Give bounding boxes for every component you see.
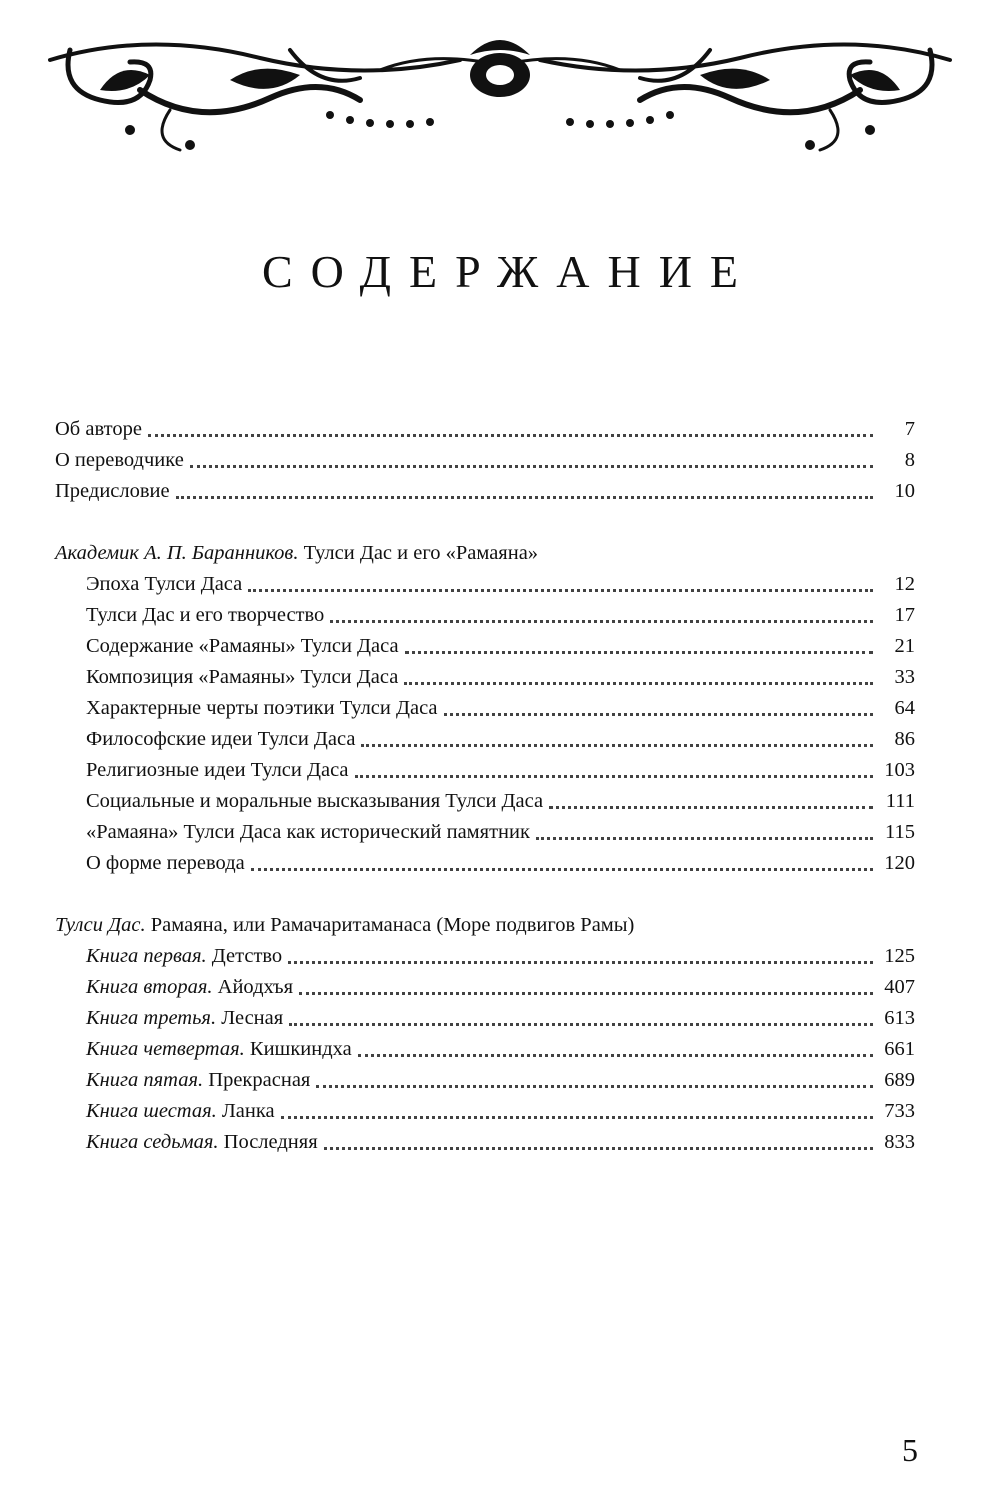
leader-dots xyxy=(251,867,873,871)
leader-dots xyxy=(324,1146,873,1150)
toc-entry-label: Последняя xyxy=(223,1131,318,1153)
toc-entry[interactable] xyxy=(86,786,915,817)
leader-dots xyxy=(288,960,873,964)
toc-entry[interactable] xyxy=(86,569,915,600)
leader-dots xyxy=(358,1053,873,1057)
toc-entry-page: 21 xyxy=(894,635,915,657)
toc-entry-page: 120 xyxy=(884,852,915,874)
toc-entry-page: 111 xyxy=(885,790,915,812)
leader-dots xyxy=(289,1022,873,1026)
toc-entry-label: Кишкиндха xyxy=(249,1038,352,1060)
toc-entry[interactable] xyxy=(86,755,915,786)
toc-entry-label: Айодхъя xyxy=(217,976,294,998)
section-heading xyxy=(55,910,915,941)
leader-dots xyxy=(405,650,873,654)
toc-entry[interactable] xyxy=(86,631,915,662)
toc-entry[interactable] xyxy=(86,1065,915,1096)
leader-dots xyxy=(281,1115,873,1119)
page-number: 5 xyxy=(902,1432,918,1468)
leader-dots xyxy=(299,991,873,995)
page-title: СОДЕРЖАНИЕ xyxy=(261,246,757,297)
toc-entry[interactable] xyxy=(55,414,915,445)
section-author: Академик А. П. Баранников. xyxy=(55,542,299,564)
leader-dots xyxy=(148,433,873,437)
leader-dots xyxy=(316,1084,873,1088)
toc-entry[interactable] xyxy=(86,724,915,755)
toc-entry[interactable] xyxy=(86,1034,915,1065)
toc-entry-page: 115 xyxy=(885,821,915,843)
toc-entry-label: Философские идеи Тулси Даса xyxy=(86,728,356,750)
toc-entry-page: 733 xyxy=(884,1100,915,1122)
toc-entry[interactable] xyxy=(86,1096,915,1127)
leader-dots xyxy=(355,774,873,778)
toc-entry-page: 833 xyxy=(884,1131,915,1153)
toc-entry-label: Религиозные идеи Тулси Даса xyxy=(86,759,349,781)
toc-entry-label: Об авторе xyxy=(55,418,142,440)
toc-entry-label: Эпоха Тулси Даса xyxy=(86,573,243,595)
toc-entry[interactable] xyxy=(86,693,915,724)
toc-entry-page: 33 xyxy=(894,666,915,688)
toc-entry-page: 64 xyxy=(894,697,915,719)
toc-entry[interactable] xyxy=(86,817,915,848)
toc-entry-label: Композиция «Рамаяны» Тулси Даса xyxy=(86,666,399,688)
toc-entry-page: 407 xyxy=(884,976,915,998)
toc-entry-page: 689 xyxy=(884,1069,915,1091)
leader-dots xyxy=(176,495,873,499)
toc-entry[interactable] xyxy=(55,476,915,507)
toc-entry[interactable] xyxy=(86,662,915,693)
toc-entry[interactable] xyxy=(55,445,915,476)
toc-entry-page: 12 xyxy=(894,573,915,595)
toc-entry-label: Ланка xyxy=(221,1100,275,1122)
toc-entry-label: Лесная xyxy=(221,1007,284,1029)
book-number: Книга вторая. xyxy=(86,976,213,998)
toc-entry-page: 103 xyxy=(884,759,915,781)
book-number: Книга третья. xyxy=(86,1007,217,1029)
toc-entry-label: Предисловие xyxy=(55,480,170,502)
ornament-header xyxy=(30,20,970,160)
section-work: Тулси Дас и его «Рамаяна» xyxy=(303,542,539,564)
toc-entry-label: О переводчике xyxy=(55,449,184,471)
toc-entry-page: 661 xyxy=(884,1038,915,1060)
toc-entry-label: Прекрасная xyxy=(208,1069,311,1091)
leader-dots xyxy=(444,712,873,716)
book-number: Книга седьмая. xyxy=(86,1131,219,1153)
toc-entry-label: О форме перевода xyxy=(86,852,245,874)
leader-dots xyxy=(190,464,873,468)
toc-entry[interactable] xyxy=(86,1127,915,1158)
toc-entry-page: 613 xyxy=(884,1007,915,1029)
toc-entry[interactable] xyxy=(86,941,915,972)
toc-entry-label: Тулси Дас и его творчество xyxy=(86,604,325,626)
toc-entry-label: Характерные черты поэтики Тулси Даса xyxy=(86,697,438,719)
book-number: Книга пятая. xyxy=(86,1069,204,1091)
leader-dots xyxy=(330,619,873,623)
toc-entry[interactable] xyxy=(86,600,915,631)
toc-entry-page: 10 xyxy=(894,480,915,502)
toc-entry-label: Социальные и моральные высказывания Тулси Даса xyxy=(86,790,544,812)
toc-entry-page: 125 xyxy=(884,945,915,967)
toc-entry-page: 17 xyxy=(894,604,915,626)
toc-entry-page: 86 xyxy=(894,728,915,750)
section-work: Рамаяна, или Рамачаритаманаса (Море подвигов Рамы) xyxy=(150,914,635,936)
toc-entry-page: 8 xyxy=(904,449,915,471)
book-number: Книга шестая. xyxy=(86,1100,217,1122)
book-number: Книга четвертая. xyxy=(86,1038,245,1060)
toc-entry[interactable] xyxy=(86,972,915,1003)
leader-dots xyxy=(549,805,873,809)
section-heading xyxy=(55,538,915,569)
toc-entry[interactable] xyxy=(86,1003,915,1034)
toc-entry-label: Содержание «Рамаяны» Тулси Даса xyxy=(86,635,399,657)
toc-entry[interactable] xyxy=(86,848,915,879)
section-author: Тулси Дас. xyxy=(55,914,146,936)
leader-dots xyxy=(248,588,873,592)
toc-entry-label: Детство xyxy=(211,945,283,967)
toc-entry-label: «Рамаяна» Тулси Даса как исторический памятник xyxy=(86,821,530,843)
leader-dots xyxy=(536,836,873,840)
toc-entry-page: 7 xyxy=(904,418,915,440)
leader-dots xyxy=(361,743,873,747)
book-number: Книга первая. xyxy=(86,945,207,967)
leader-dots xyxy=(404,681,873,685)
